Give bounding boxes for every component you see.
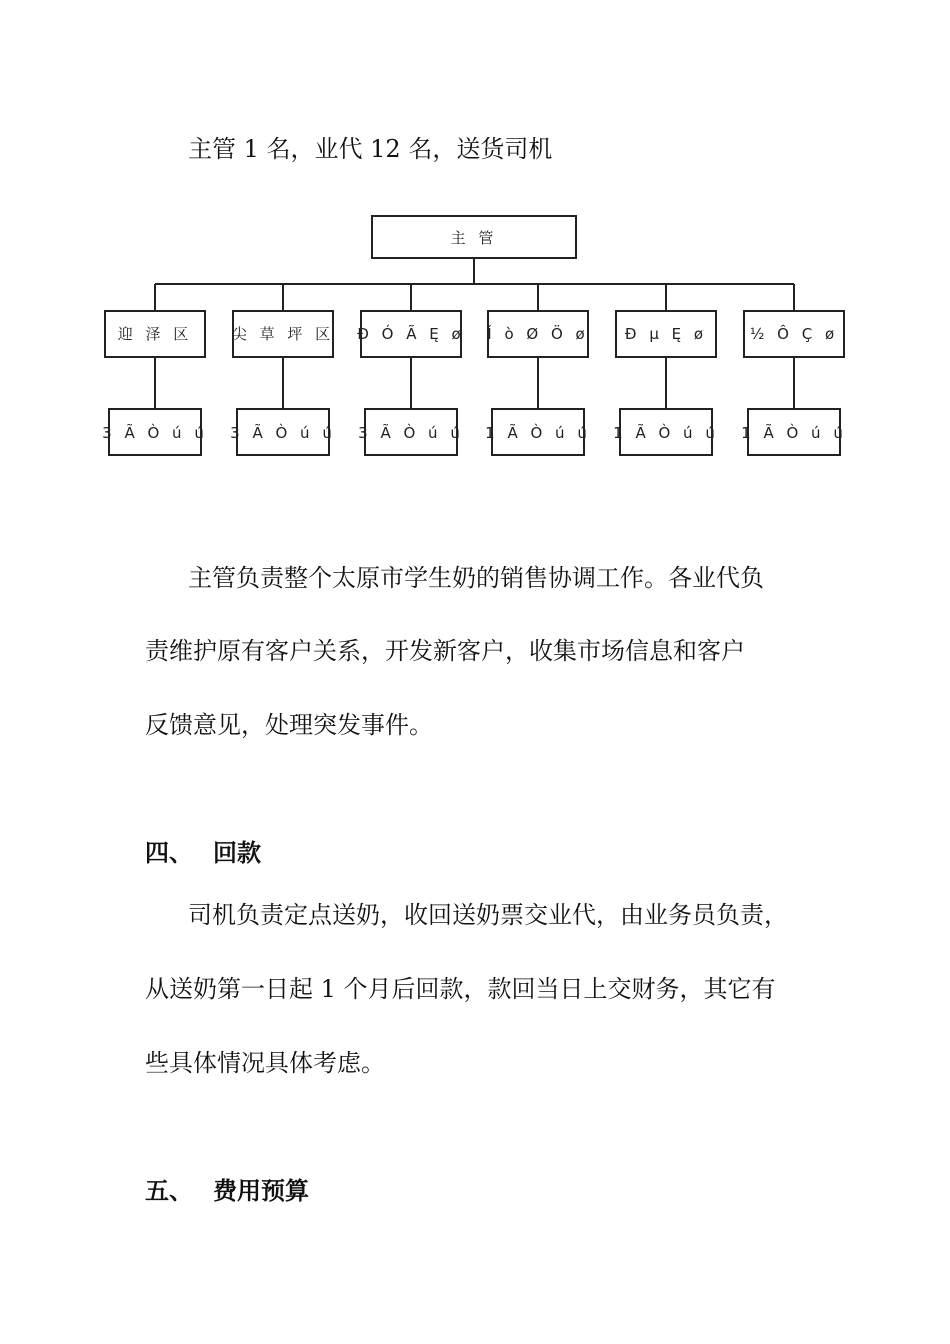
org-region-label: ½ Ô Ç ø xyxy=(749,325,839,343)
org-region-label: Ð µ Ę ø xyxy=(624,325,708,343)
org-region-label: 尖 草 坪 区 xyxy=(231,325,335,343)
section4-line3: 些具体情况具体考虑。 xyxy=(145,1049,385,1077)
org-staff-label: 3 Ã Ò ú ú xyxy=(102,424,208,442)
org-staff-label: 3 Ã Ò ú ú xyxy=(230,424,336,442)
intro-line: 主管 1 名，业代 12 名，送货司机 xyxy=(188,135,553,163)
org-region-label: Ð Ó Ã Ę ø xyxy=(357,325,465,343)
para1-line3: 反馈意见，处理突发事件。 xyxy=(145,711,433,739)
section4-number: 四、 xyxy=(145,838,193,867)
org-region-label: Í ò Ø Ö ø xyxy=(487,325,589,343)
para1-line1: 主管负责整个太原市学生奶的销售协调工作。各业代负 xyxy=(188,564,764,592)
org-root-label: 主 管 xyxy=(450,229,498,247)
section4-heading xyxy=(145,838,261,868)
section4-title: 回款 xyxy=(213,838,261,867)
org-staff-label: 3 Ã Ò ú ú xyxy=(358,424,464,442)
org-region-label: 迎 泽 区 xyxy=(117,325,193,343)
section4-line1: 司机负责定点送奶，收回送奶票交业代，由业务员负责， xyxy=(188,901,788,929)
section4-line2: 从送奶第一日起 1 个月后回款，款回当日上交财务，其它有 xyxy=(145,975,776,1003)
org-staff-label: 1 Ã Ò ú ú xyxy=(613,424,719,442)
para1-line2: 责维护原有客户关系，开发新客户，收集市场信息和客户 xyxy=(145,637,745,665)
org-staff-label: 1 Ã Ò ú ú xyxy=(741,424,847,442)
org-chart xyxy=(0,200,950,500)
section5-number: 五、 xyxy=(145,1176,193,1205)
section5-title: 费用预算 xyxy=(213,1176,309,1205)
section5-heading xyxy=(145,1176,309,1206)
org-staff-label: 1 Ã Ò ú ú xyxy=(485,424,591,442)
